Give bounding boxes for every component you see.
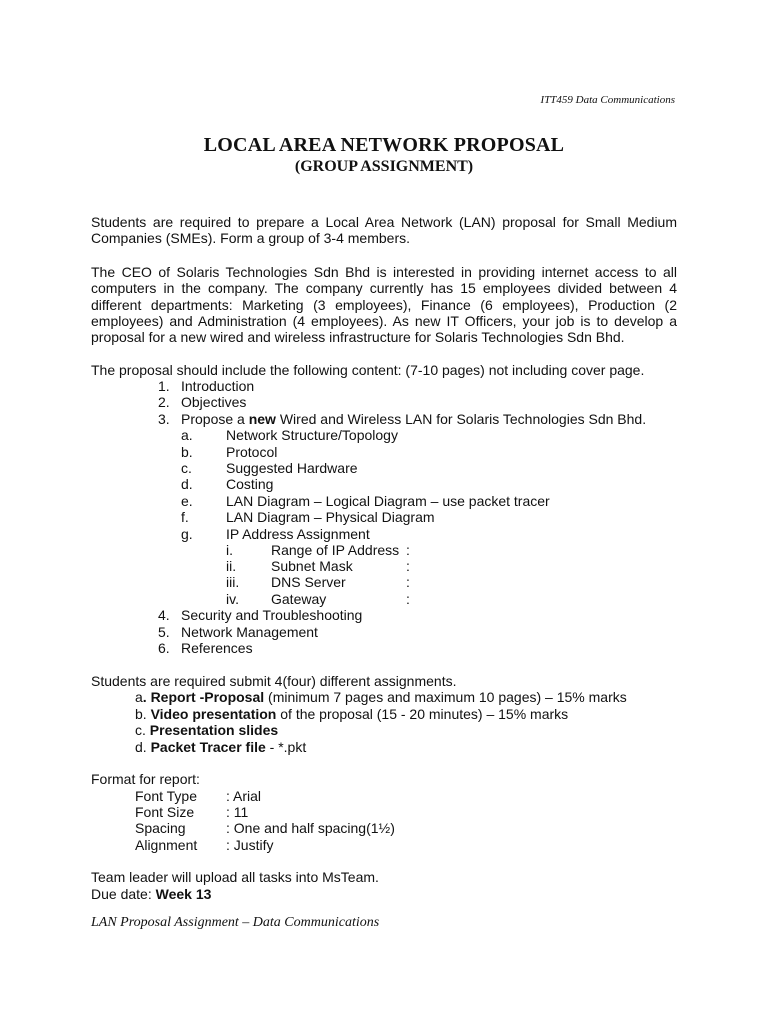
list-number: 1. — [158, 378, 170, 394]
sublist-item-costing: Costing — [226, 476, 274, 492]
submission-video — [135, 706, 568, 722]
sublist-letter: e. — [181, 493, 193, 509]
list-item-security: Security and Troubleshooting — [181, 607, 363, 623]
content-lead: The proposal should include the following content: (7-10 pages) not including cover page. — [91, 362, 645, 378]
sublist-item-ip-assignment: IP Address Assignment — [226, 526, 370, 542]
submission-detail: of the proposal (15 - 20 minutes) – 15% marks — [276, 706, 569, 722]
scenario-line: computers in the company. The company currently has 15 employees divided between 4 — [91, 280, 677, 297]
format-lead: Format for report: — [91, 771, 200, 787]
submission-slides — [135, 722, 278, 738]
format-label-spacing: Spacing — [135, 820, 186, 836]
list-number: 2. — [158, 394, 170, 410]
scenario-paragraph — [91, 264, 677, 345]
sublist-letter: g. — [181, 526, 193, 542]
ip-item-colon: : — [406, 574, 410, 590]
list-number: 4. — [158, 607, 170, 623]
ip-item-range: Range of IP Address — [271, 542, 400, 558]
course-header: ITT459 Data Communications — [540, 94, 675, 106]
format-value-spacing: : One and half spacing(1½) — [226, 820, 395, 836]
roman-numeral: ii. — [226, 558, 237, 574]
ip-item-colon: : — [406, 591, 410, 607]
ip-item-colon: : — [406, 558, 410, 574]
submission-title: . Report -Proposal — [142, 689, 265, 705]
ip-item-subnet: Subnet Mask — [271, 558, 353, 574]
sublist-item-protocol: Protocol — [226, 444, 278, 460]
format-label-font-type: Font Type — [135, 788, 198, 804]
list-item-propose — [181, 411, 646, 427]
ip-item-dns: DNS Server — [271, 574, 346, 590]
propose-post: Wired and Wireless LAN for Solaris Technologies Sdn Bhd. — [275, 411, 647, 427]
sublist-item-hardware: Suggested Hardware — [226, 460, 358, 476]
sublist-letter: c. — [181, 460, 192, 476]
sublist-letter: b. — [181, 444, 193, 460]
format-value-font-type: : Arial — [226, 788, 262, 804]
scenario-line: employees) and Administration (4 employees). As new IT Officers, your job is to develop a — [91, 312, 677, 329]
due-date-label: Due date: — [91, 886, 156, 902]
list-item-objectives: Objectives — [181, 394, 247, 410]
list-item-references: References — [181, 640, 253, 656]
format-value-alignment: : Justify — [226, 837, 274, 853]
sublist-letter: f. — [181, 509, 189, 525]
submission-prefix: c. — [135, 722, 150, 738]
page-footer: LAN Proposal Assignment – Data Communications — [91, 915, 380, 930]
ip-item-colon: : — [406, 542, 410, 558]
submission-prefix: b. — [135, 706, 151, 722]
intro-line: Companies (SMEs). Form a group of 3-4 members. — [91, 230, 410, 247]
submission-packet-tracer — [135, 739, 306, 755]
roman-numeral: i. — [226, 542, 233, 558]
due-date — [91, 886, 211, 902]
propose-pre: Propose a — [181, 411, 249, 427]
submission-title: Video presentation — [150, 706, 277, 722]
submission-report — [135, 689, 627, 705]
roman-numeral: iii. — [226, 574, 240, 590]
roman-numeral: iv. — [226, 591, 239, 607]
submissions-lead: Students are required submit 4(four) different assignments. — [91, 673, 457, 689]
format-label-font-size: Font Size — [135, 804, 195, 820]
format-label-alignment: Alignment — [135, 837, 198, 853]
ip-item-gateway: Gateway — [271, 591, 327, 607]
sublist-item-topology: Network Structure/Topology — [226, 427, 398, 443]
scenario-line: The CEO of Solaris Technologies Sdn Bhd is interested in providing internet access to all — [91, 264, 677, 280]
due-date-value: Week 13 — [155, 886, 212, 902]
sublist-letter: a. — [181, 427, 193, 443]
intro-paragraph — [91, 214, 677, 247]
submission-detail: - *.pkt — [265, 739, 307, 755]
scenario-line: proposal for a new wired and wireless infrastructure for Solaris Technologies Sdn Bhd. — [91, 329, 625, 346]
scenario-line: different departments: Marketing (3 employees), Finance (6 employees), Production (2 — [91, 296, 677, 313]
format-value-font-size: : 11 — [226, 804, 249, 820]
page-title: LOCAL AREA NETWORK PROPOSAL — [203, 134, 565, 156]
submission-prefix: a — [135, 689, 143, 705]
propose-new-bold: new — [248, 411, 276, 427]
list-number: 6. — [158, 640, 170, 656]
submission-title: Packet Tracer file — [150, 739, 266, 755]
submission-detail: (minimum 7 pages and maximum 10 pages) – 15% marks — [264, 689, 627, 705]
page-subtitle: (GROUP ASSIGNMENT) — [294, 158, 474, 175]
submission-prefix: d. — [135, 739, 151, 755]
list-item-management: Network Management — [181, 624, 318, 640]
sublist-letter: d. — [181, 476, 193, 492]
list-number: 5. — [158, 624, 170, 640]
submission-title: Presentation slides — [149, 722, 279, 738]
upload-note: Team leader will upload all tasks into MsTeam. — [91, 869, 379, 885]
sublist-item-logical-diagram: LAN Diagram – Logical Diagram – use packet tracer — [226, 493, 550, 509]
sublist-item-physical-diagram: LAN Diagram – Physical Diagram — [226, 509, 435, 525]
list-number: 3. — [158, 411, 170, 427]
intro-line: Students are required to prepare a Local Area Network (LAN) proposal for Small Medium — [91, 214, 677, 230]
list-item-introduction: Introduction — [181, 378, 255, 394]
